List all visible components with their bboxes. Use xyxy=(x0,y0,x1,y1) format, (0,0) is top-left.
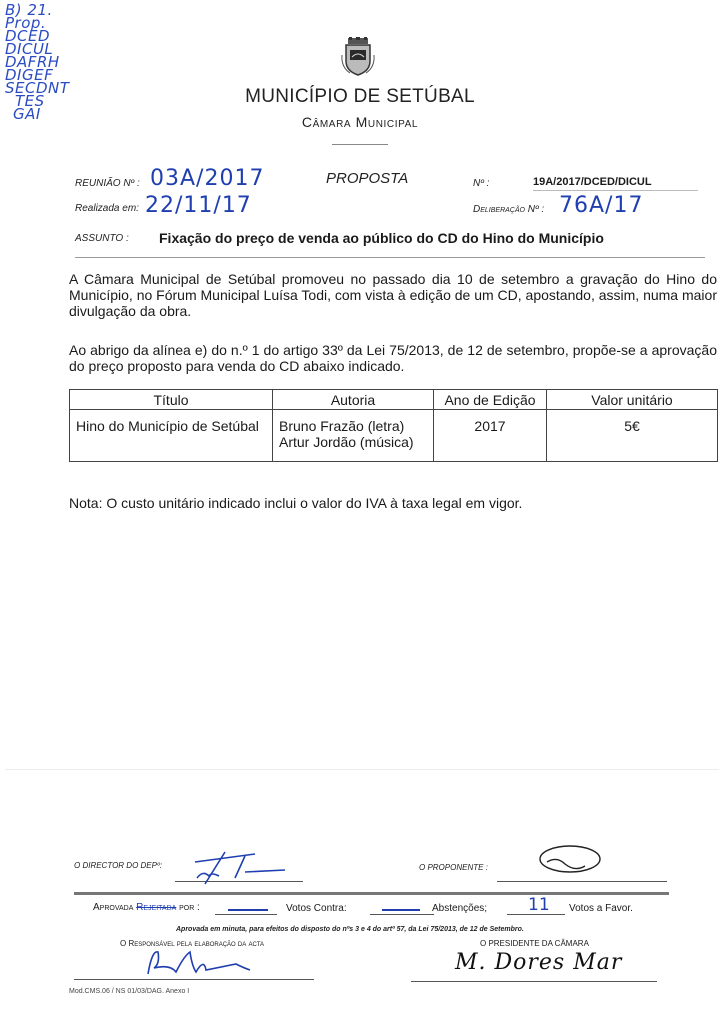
responsavel-label: O Responsável pela elaboração da acta xyxy=(120,939,265,948)
form-code: Mod.CMS.06 / NS 01/03/DAG. Anexo I xyxy=(69,988,190,995)
responsavel-signature xyxy=(140,946,270,978)
votes-top-rule xyxy=(74,892,669,895)
proponente-signature xyxy=(535,842,605,878)
doc-type: PROPOSTA xyxy=(326,170,409,187)
presidente-label: O PRESIDENTE DA CÂMARA xyxy=(480,939,589,948)
votos-unanimidade-line xyxy=(215,914,277,915)
presidente-signature: M. Dores Mar xyxy=(455,950,623,975)
note-line: DAFRH xyxy=(5,53,60,71)
dash-mark xyxy=(382,909,420,911)
aprovada-label xyxy=(93,902,200,913)
numero-label: Nº : xyxy=(473,178,490,189)
votos-favor-value: 11 xyxy=(528,895,550,915)
votos-contra-label: Votos Contra: xyxy=(286,903,347,914)
abstencoes-label: Abstenções; xyxy=(432,903,488,914)
autoria-letra: Bruno Frazão (letra) xyxy=(279,418,405,434)
numero-underline xyxy=(533,190,698,191)
paragraph-1: A Câmara Municipal de Setúbal promoveu no passado dia 10 de setembro a gravação do Hino do Município, no Fórum Municipal Luísa Todi, com vista à edição de um CD, apostando, assim, numa maior divulgação da obra. xyxy=(69,271,717,319)
col-header-titulo: Título xyxy=(70,390,273,410)
deliberacao-value: 76A/17 xyxy=(559,193,644,218)
handwritten-routing-notes xyxy=(5,1,115,123)
header-divider xyxy=(332,144,388,145)
col-header-valor: Valor unitário xyxy=(547,390,718,410)
note-line: Prop. xyxy=(5,14,47,32)
rejeitada-text: Rejeitada xyxy=(136,902,177,913)
realizada-value: 22/11/17 xyxy=(145,193,252,218)
coat-of-arms-icon xyxy=(340,37,376,77)
realizada-label: Realizada em: xyxy=(75,203,139,214)
votos-favor-label: Votos a Favor. xyxy=(569,903,633,914)
proponente-label: O PROPONENTE : xyxy=(419,863,488,872)
reuniao-value: 03A/2017 xyxy=(150,166,265,191)
assunto-label: ASSUNTO : xyxy=(75,233,129,244)
note-line: TES xyxy=(15,92,45,110)
proponente-signature-line xyxy=(497,881,667,882)
cell-valor: 5€ xyxy=(547,410,718,462)
cell-autoria xyxy=(273,410,434,462)
presidente-signature-line xyxy=(411,981,657,982)
director-signature xyxy=(185,848,295,888)
faint-scan-line xyxy=(5,769,719,770)
reuniao-label: REUNIÃO Nº : xyxy=(75,178,140,189)
minuta-note: Aprovada em minuta, para efeitos do disposto do nºs 3 e 4 do artº 57, da Lei 75/2013, de 12 de Setembro. xyxy=(176,926,524,933)
note-line: DIGEF xyxy=(5,66,54,84)
table-header-row xyxy=(70,390,718,410)
autoria-musica: Artur Jordão (música) xyxy=(279,434,414,450)
nota: Nota: O custo unitário indicado inclui o valor do IVA à taxa legal em vigor. xyxy=(69,495,523,511)
org-subtitle: Câmara Municipal xyxy=(301,114,419,130)
por-text: por : xyxy=(179,902,200,913)
note-line: B) 21. xyxy=(5,1,53,19)
aprovada-text: Aprovada xyxy=(93,902,134,913)
table-row xyxy=(70,410,718,462)
cell-ano: 2017 xyxy=(434,410,547,462)
numero-value: 19A/2017/DCED/DICUL xyxy=(533,176,652,188)
deliberacao-label: Deliberação Nº : xyxy=(473,204,545,215)
org-name: MUNICÍPIO DE SETÚBAL xyxy=(245,86,475,107)
votos-contra-line xyxy=(370,914,434,915)
cell-titulo: Hino do Município de Setúbal xyxy=(70,410,273,462)
paragraph-2: Ao abrigo da alínea e) do n.º 1 do artigo 33º da Lei 75/2013, de 12 de setembro, propõe-se a aprovação do preço proposto para venda do CD abaixo indicado. xyxy=(69,342,717,374)
note-line: DCED xyxy=(5,27,51,45)
note-line: SECDNT xyxy=(5,79,70,97)
dash-mark xyxy=(228,909,268,911)
note-line: DICUL xyxy=(5,40,54,58)
assunto-value: Fixação do preço de venda ao público do CD do Hino do Município xyxy=(159,230,604,246)
assunto-divider xyxy=(75,257,705,258)
cd-price-table xyxy=(69,389,718,462)
col-header-autoria: Autoria xyxy=(273,390,434,410)
director-label: O DIRECTOR DO DEPº: xyxy=(74,861,163,870)
col-header-ano: Ano de Edição xyxy=(434,390,547,410)
responsavel-signature-line xyxy=(74,979,314,980)
note-line: GAI xyxy=(13,105,41,123)
